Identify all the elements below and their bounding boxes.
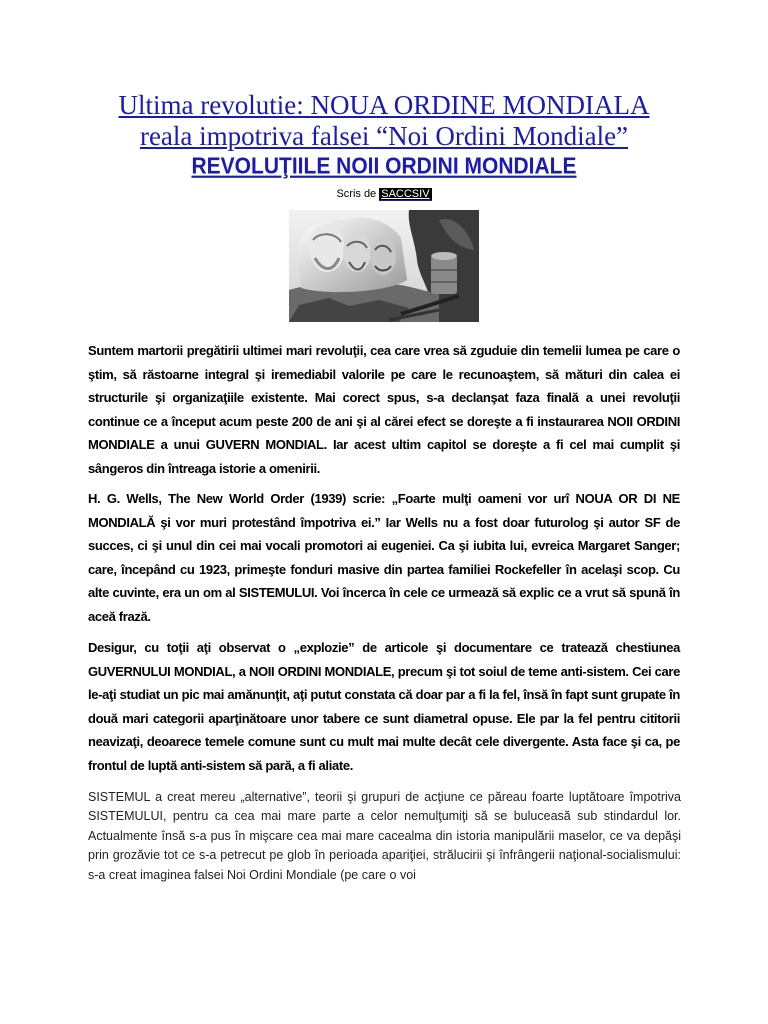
paragraph-4: SISTEMUL a creat mereu „alternative”, teorii şi grupuri de acţiune ce păreau foarte luptătoare împotriva SISTEMULUI, pentru ca cea mai mare parte a celor nemulţumiţi să se buluceasă sub stindardul lor. Actualmente însă s-a pus în mişcare cea mai mare cacealma din istoria manipulării maselor, ce va depăşi prin grozăvie tot ce s-a petrecut pe glob în perioada apariţiei, strălucirii şi înfrângerii naţional-socialismului: s-a creat imaginea falsei Noi Ordini Mondiale (pe care o voi bbox=[88, 790, 681, 882]
paragraph-1: Suntem martorii pregătirii ultimei mari revoluţii, cea care vrea să zguduie din temelii lumea pe care o ştim, să răstoarne integral şi iremediabil valorile pe care le recunoaştem, să mături din calea ei structurile şi organizaţiile existente. Mai corect spus, s-a declanşat faza finală a unei revoluţii continue ce a început acum peste 200 de ani şi al cărei efect se doreşte a fi instaurarea NOII ORDINI MONDIALE a unui GUVERN MONDIAL. Iar acest ultim capitol se doreşte a fi cel mai cumplit şi sângeros din întreaga istorie a omenirii. bbox=[88, 343, 680, 476]
paragraph-2: H. G. Wells, The New World Order (1939) scrie: „Foarte mulţi oameni vor urî NOUA OR DI NE MONDIALĂ şi vor muri protestând împotriva ei.” Iar Wells nu a fost doar futurolog şi autor SF de succes, ci şi unul din cei mai vocali promotori ai eugeniei. Ca şi iubita lui, evreica Margaret Sanger; care, începând cu 1923, primeşte fonduri masive din partea familiei Rockefeller în acelaşi scop. Cu alte cuvinte, era un om al SISTEMULUI. Voi încerca în cele ce urmează să explic ce a vrut să spună în aceă frază. bbox=[88, 491, 680, 624]
title-line-2[interactable]: reala impotriva falsei “Noi Ordini Mondiale” bbox=[139, 121, 629, 151]
article-photo-sculpted-heads bbox=[289, 210, 479, 322]
page-subtitle[interactable]: REVOLUŢIILE NOII ORDINI MONDIALE bbox=[191, 154, 577, 179]
author-link[interactable]: SACCSIV bbox=[381, 188, 430, 200]
byline bbox=[250, 187, 518, 201]
page-title[interactable] bbox=[60, 90, 708, 152]
paragraph-3: Desigur, cu toţii aţi observat o „explozie” de articole şi documentare ce tratează chestiunea GUVERNULUI MONDIAL, a NOII ORDINI MONDIALE, precum şi tot soiul de teme anti-sistem. Cei care le-aţi studiat un pic mai amănunţit, aţi putut constata că doar par a fi la fel, însă în fapt sunt grupate în două mari categorii aparţinătoare unor tabere ce sunt diametral opuse. Ele par la fel pentru cititorii neavizaţi, deoarece temele comune sunt cu mult mai multe decât cele divergente. Asta face şi ca, pe frontul de luptă anti-sistem să pară, a fi aliate. bbox=[88, 640, 680, 773]
byline-prefix: Scris de bbox=[336, 188, 377, 200]
title-line-1[interactable]: Ultima revolutie: NOUA ORDINE MONDIALA bbox=[118, 90, 650, 120]
